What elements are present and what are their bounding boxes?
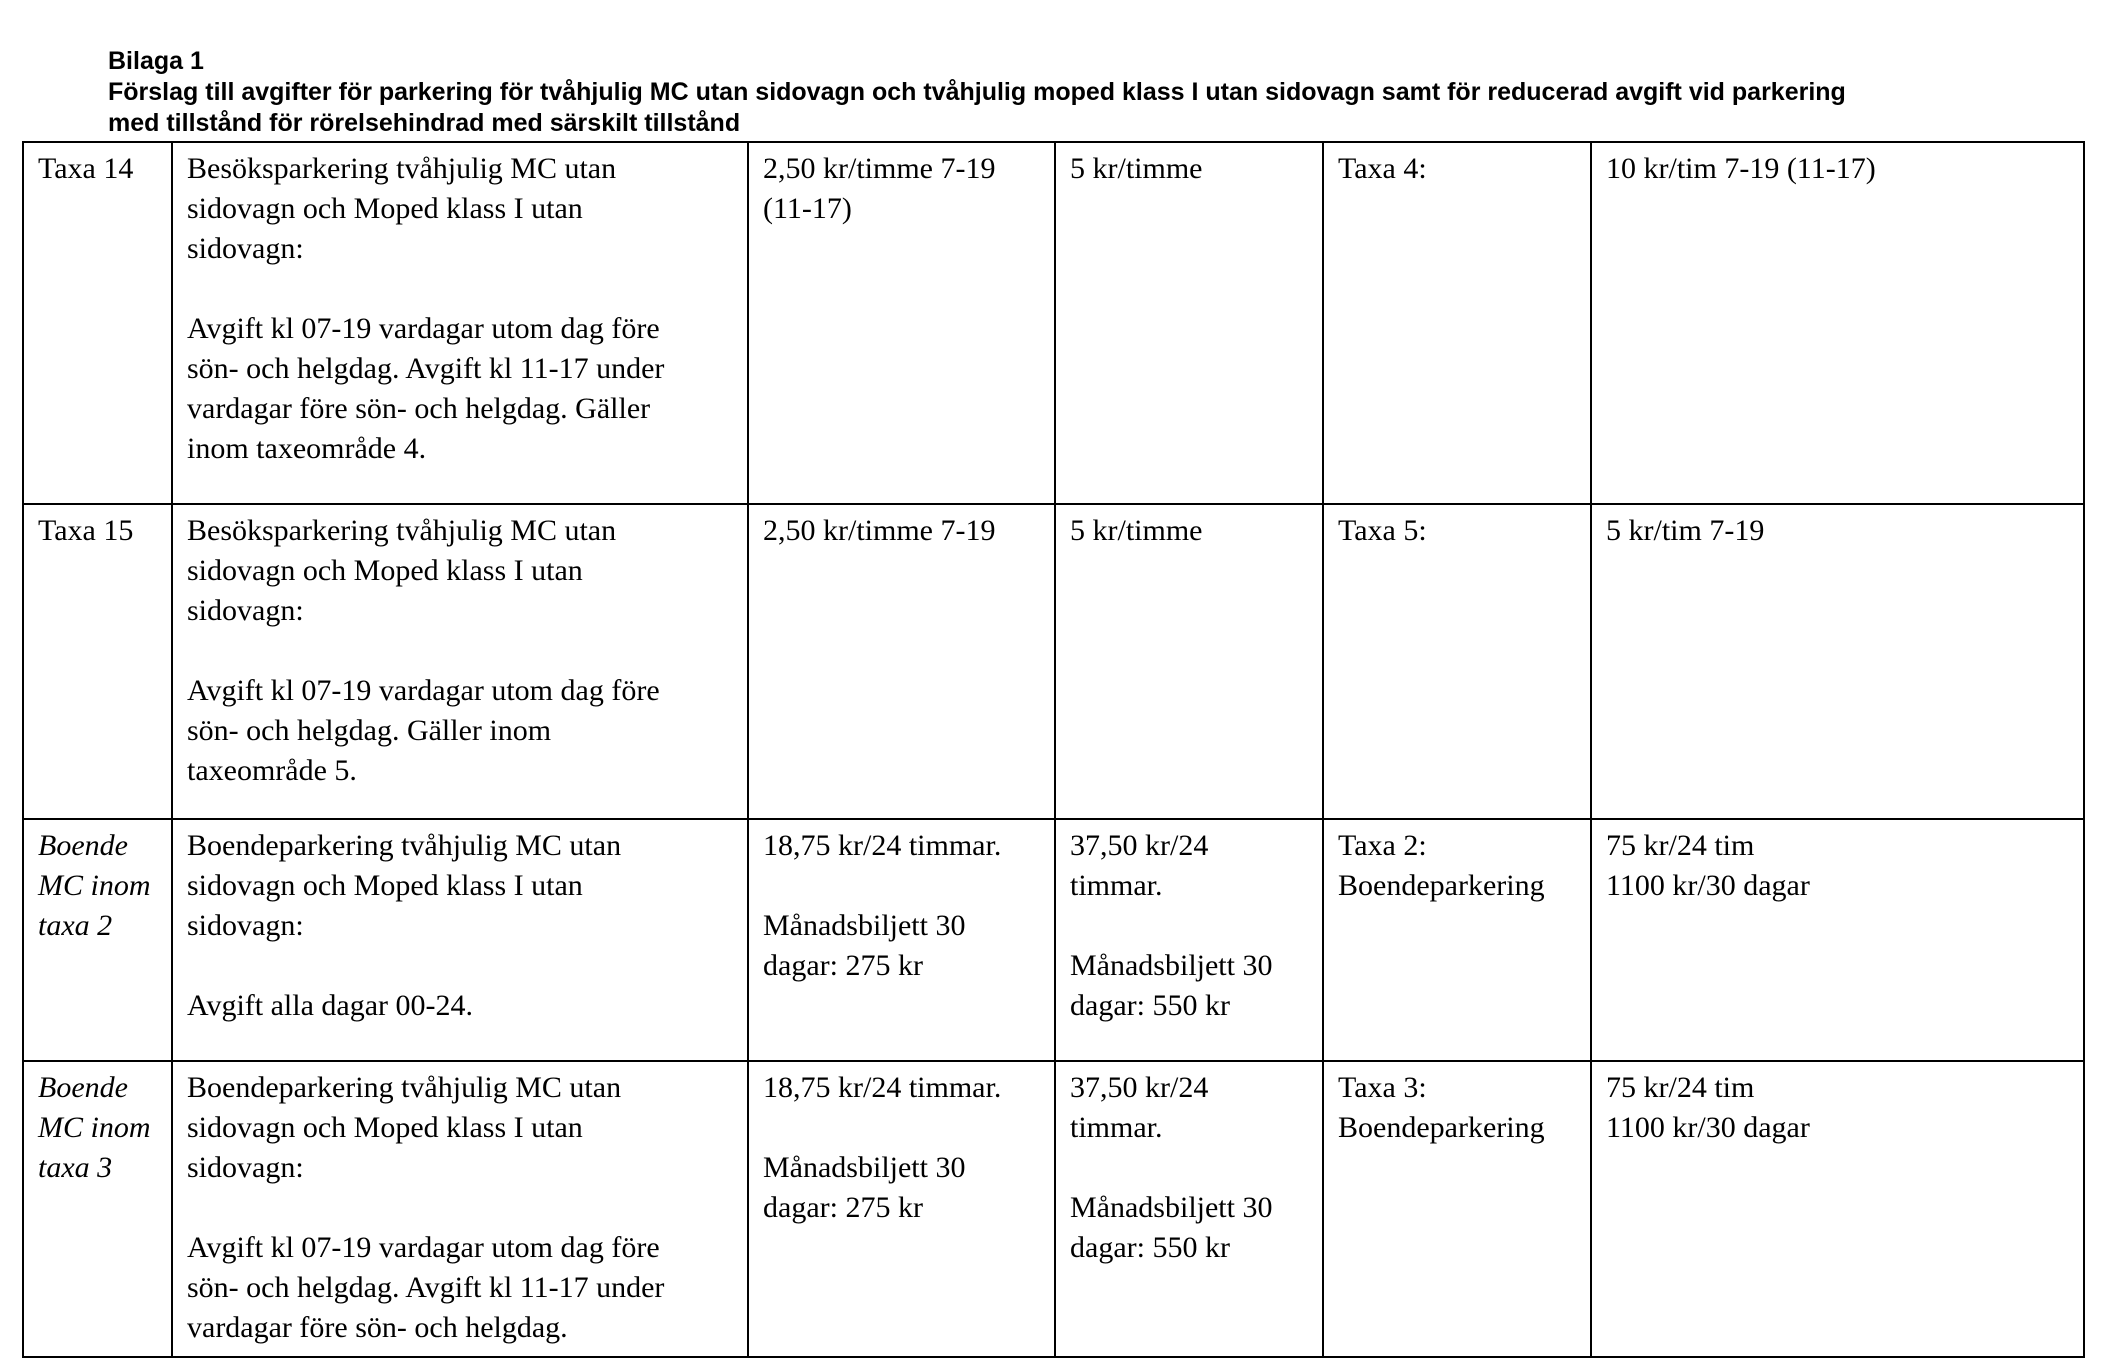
cell-text-line: (11-17) (763, 192, 852, 225)
cell-text-line: 5 kr/tim 7-19 (1606, 514, 1765, 547)
cell-text-line: Taxa 14 (38, 152, 134, 185)
cell-text-line: Boendeparkering (1338, 1111, 1545, 1144)
cell-spacer (1070, 1148, 1310, 1188)
cell-spacer (187, 1188, 735, 1228)
fee-proposed-cell (748, 142, 1055, 504)
cell-text-line: 1100 kr/30 dagar (1606, 1111, 1810, 1144)
taxa-label-cell (23, 1061, 172, 1357)
cell-text-line: Avgift alla dagar 00-24. (187, 989, 474, 1022)
cell-text-line: vardagar före sön- och helgdag. Gäller (187, 392, 651, 425)
cell-spacer (763, 866, 1042, 906)
cell-text-line: Taxa 5: (1338, 514, 1427, 547)
heading-title-line-2: med tillstånd för rörelsehindrad med särskilt tillstånd (108, 109, 741, 137)
cell-text-line: Månadsbiljett 30 (763, 1151, 966, 1184)
cell-text-line: 5 kr/timme (1070, 514, 1203, 547)
cell-text-line: Taxa 2: (1338, 829, 1427, 862)
taxa-label-cell (23, 142, 172, 504)
cell-text-line: timmar. (1070, 1111, 1163, 1144)
cell-text-line: sidovagn: (187, 594, 304, 627)
cell-text-line: 5 kr/timme (1070, 152, 1203, 185)
cell-text-line: 75 kr/24 tim (1606, 1071, 1755, 1104)
cell-spacer (1070, 906, 1310, 946)
cell-text-line: 10 kr/tim 7-19 (11-17) (1606, 152, 1876, 185)
cell-text-line: Boendeparkering (1338, 869, 1545, 902)
compare-taxa-cell (1323, 142, 1591, 504)
cell-text-line: taxa 3 (38, 1151, 113, 1184)
cell-text-line: Månadsbiljett 30 (763, 909, 966, 942)
fee-proposed-cell (748, 1061, 1055, 1357)
cell-text-line: timmar. (1070, 869, 1163, 902)
cell-text-line: 2,50 kr/timme 7-19 (763, 152, 996, 185)
cell-text-line: 75 kr/24 tim (1606, 829, 1755, 862)
cell-text-line: Taxa 3: (1338, 1071, 1427, 1104)
cell-text-line: Månadsbiljett 30 (1070, 949, 1273, 982)
fee-table-body (23, 142, 2084, 1357)
cell-text-line: dagar: 275 kr (763, 949, 923, 982)
cell-spacer (187, 631, 735, 671)
cell-text-line: Besöksparkering tvåhjulig MC utan (187, 514, 617, 547)
compare-fee-cell (1591, 1061, 2084, 1357)
cell-text-line: sidovagn och Moped klass I utan (187, 192, 583, 225)
fee-alt-cell (1055, 1061, 1323, 1357)
compare-fee-cell (1591, 142, 2084, 504)
compare-fee-cell (1591, 504, 2084, 819)
cell-text-line: 37,50 kr/24 (1070, 1071, 1209, 1104)
table-row (23, 1061, 2084, 1357)
cell-text-line: Avgift kl 07-19 vardagar utom dag före (187, 312, 660, 345)
taxa-label-cell (23, 504, 172, 819)
cell-text-line: sidovagn: (187, 909, 304, 942)
cell-text-line: dagar: 550 kr (1070, 989, 1230, 1022)
cell-text-line: Avgift kl 07-19 vardagar utom dag före (187, 1231, 660, 1264)
compare-taxa-cell (1323, 1061, 1591, 1357)
cell-text-line: dagar: 550 kr (1070, 1231, 1230, 1264)
cell-text-line: sidovagn och Moped klass I utan (187, 554, 583, 587)
compare-taxa-cell (1323, 819, 1591, 1061)
table-row (23, 819, 2084, 1061)
cell-spacer (187, 269, 735, 309)
appendix-label: Bilaga 1 (108, 47, 204, 75)
taxa-label-cell (23, 819, 172, 1061)
description-cell (172, 142, 748, 504)
cell-text-line: inom taxeområde 4. (187, 432, 427, 465)
cell-text-line: sön- och helgdag. Avgift kl 11-17 under (187, 1271, 665, 1304)
fee-alt-cell (1055, 504, 1323, 819)
cell-text-line: MC inom (38, 1111, 151, 1144)
cell-text-line: Boendeparkering tvåhjulig MC utan (187, 829, 622, 862)
description-cell (172, 819, 748, 1061)
compare-fee-cell (1591, 819, 2084, 1061)
cell-text-line: Boende (38, 829, 128, 862)
cell-text-line: sön- och helgdag. Gäller inom (187, 714, 552, 747)
cell-text-line: Avgift kl 07-19 vardagar utom dag före (187, 674, 660, 707)
heading-title-line-1: Förslag till avgifter för parkering för tvåhjulig MC utan sidovagn och tvåhjulig moped klass I utan sidovagn samt för reducerad avgift vid parkering (108, 78, 1846, 106)
cell-text-line: sidovagn och Moped klass I utan (187, 1111, 583, 1144)
cell-text-line: Månadsbiljett 30 (1070, 1191, 1273, 1224)
fee-alt-cell (1055, 819, 1323, 1061)
cell-text-line: sidovagn och Moped klass I utan (187, 869, 583, 902)
cell-text-line: 37,50 kr/24 (1070, 829, 1209, 862)
cell-text-line: vardagar före sön- och helgdag. (187, 1311, 568, 1344)
cell-text-line: taxa 2 (38, 909, 113, 942)
cell-text-line: 18,75 kr/24 timmar. (763, 1071, 1002, 1104)
compare-taxa-cell (1323, 504, 1591, 819)
fee-alt-cell (1055, 142, 1323, 504)
cell-text-line: Boende (38, 1071, 128, 1104)
cell-spacer (763, 1108, 1042, 1148)
cell-text-line: MC inom (38, 869, 151, 902)
cell-text-line: 1100 kr/30 dagar (1606, 869, 1810, 902)
document-heading (108, 46, 2068, 139)
fee-proposed-cell (748, 819, 1055, 1061)
table-row (23, 142, 2084, 504)
cell-text-line: Boendeparkering tvåhjulig MC utan (187, 1071, 622, 1104)
cell-text-line: sön- och helgdag. Avgift kl 11-17 under (187, 352, 665, 385)
cell-text-line: dagar: 275 kr (763, 1191, 923, 1224)
cell-text-line: 18,75 kr/24 timmar. (763, 829, 1002, 862)
cell-text-line: sidovagn: (187, 232, 304, 265)
fee-proposed-cell (748, 504, 1055, 819)
cell-text-line: sidovagn: (187, 1151, 304, 1184)
cell-text-line: Taxa 15 (38, 514, 134, 547)
cell-text-line: taxeområde 5. (187, 754, 357, 787)
fee-table (22, 141, 2085, 1358)
cell-text-line: Besöksparkering tvåhjulig MC utan (187, 152, 617, 185)
description-cell (172, 1061, 748, 1357)
cell-text-line: Taxa 4: (1338, 152, 1427, 185)
description-cell (172, 504, 748, 819)
cell-spacer (187, 946, 735, 986)
table-row (23, 504, 2084, 819)
cell-text-line: 2,50 kr/timme 7-19 (763, 514, 996, 547)
